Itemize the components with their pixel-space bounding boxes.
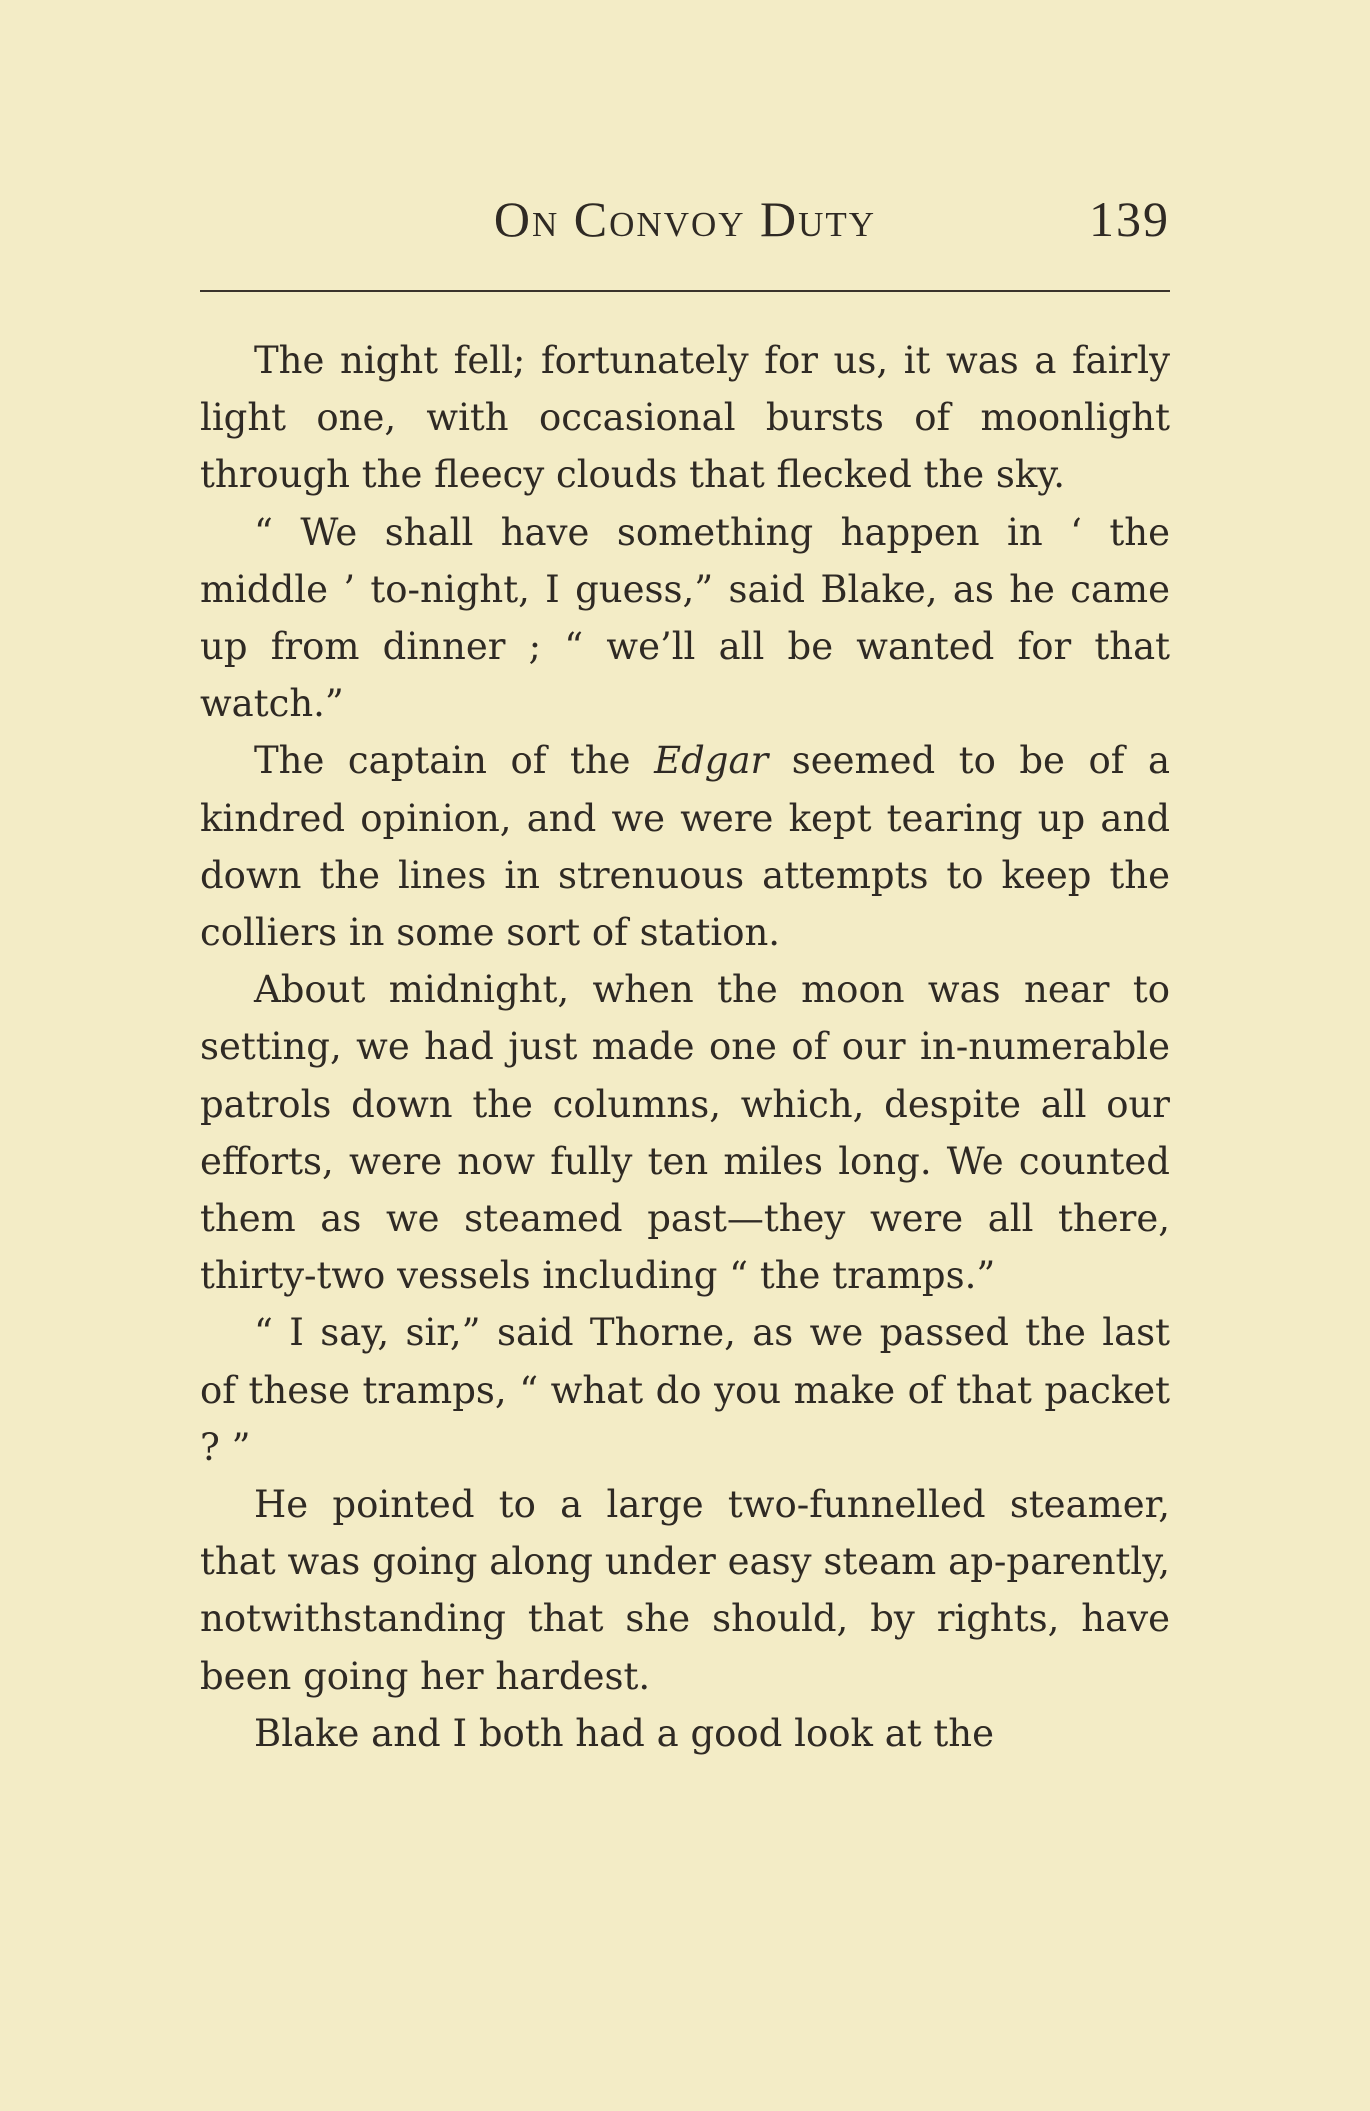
body-text bbox=[200, 332, 1170, 1762]
paragraph: He pointed to a large two-funnelled steamer, that was going along under easy steam ap-parently, notwithstanding that she should, by rights, have been going her hardest. bbox=[200, 1483, 1170, 1698]
paragraph: Blake and I both had a good look at the bbox=[254, 1711, 994, 1755]
page-number: 139 bbox=[1089, 191, 1170, 247]
paragraph: About midnight, when the moon was near to setting, we had just made one of our in-numerable patrols down the columns, which, despite all our efforts, were now fully ten miles long. We counted them as we steamed past—they were all there, thirty-two vessels including “ the tramps.” bbox=[200, 968, 1170, 1298]
paragraph-text: The captain of the bbox=[254, 739, 655, 783]
running-title: On Convoy Duty bbox=[493, 191, 877, 247]
ship-name: Edgar bbox=[654, 739, 769, 783]
paragraph: The night fell; fortunately for us, it was a fairly light one, with occasional bursts of moonlight through the fleecy clouds that flecked the sky. bbox=[200, 339, 1170, 497]
paragraph: “ We shall have something happen in ‘ the middle ’ to-night, I guess,” said Blake, as he came up from dinner ; “ we’ll all be wanted for that watch.” bbox=[200, 510, 1170, 726]
header-rule bbox=[200, 290, 1170, 292]
paragraph-text: seemed to be of a kindred opinion, and we were kept tearing up and down the lines in strenuous attempts to keep the colliers in some sort of station. bbox=[200, 739, 1171, 955]
paragraph bbox=[200, 732, 1170, 961]
running-head bbox=[200, 190, 1170, 260]
paragraph: “ I say, sir,” said Thorne, as we passed the last of these tramps, “ what do you make of that packet ? ” bbox=[200, 1311, 1170, 1469]
